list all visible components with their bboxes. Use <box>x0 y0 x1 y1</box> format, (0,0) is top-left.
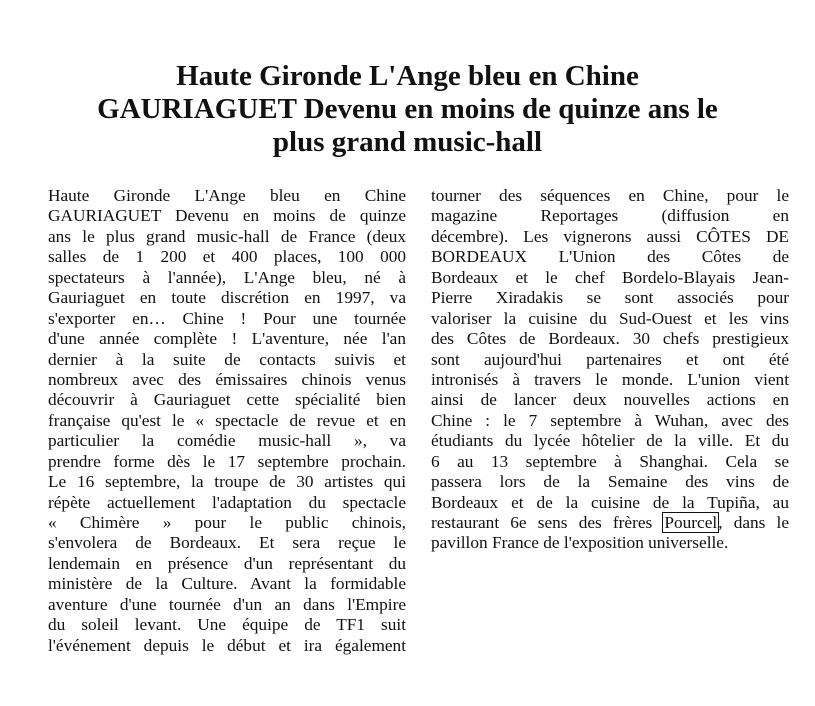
body-line: BORDEAUX L'Union des Côtes de <box>431 247 789 267</box>
body-line: sont aujourd'hui partenaires et ont été <box>431 349 789 369</box>
body-line: lendemain en présence d'un représentant du <box>48 553 406 573</box>
body-line: étudiants du lycée hôtelier de la ville. Et du <box>431 431 789 451</box>
body-line: décembre). Les vignerons aussi CÔTES DE <box>431 226 789 246</box>
body-line: nombreux avec des émissaires chinois venus <box>48 369 406 389</box>
body-line: tourner des séquences en Chine, pour le <box>431 186 789 205</box>
body-line: répète actuellement l'adaptation du spectacle <box>48 492 406 512</box>
body-line: aventure d'une tournée d'un an dans l'Empire <box>48 594 406 614</box>
body-line: prendre forme dès le 17 septembre prochain. <box>48 451 406 471</box>
body-line: d'une année complète ! L'aventure, née l'an <box>48 329 406 349</box>
body-line: s'envolera de Bordeaux. Et sera reçue le <box>48 533 406 553</box>
body-line: ans le plus grand music-hall de France (deux <box>48 226 406 246</box>
body-line: Pierre Xiradakis se sont associés pour <box>431 288 789 308</box>
title-line: GAURIAGUET Devenu en moins de quinze ans le <box>97 93 718 125</box>
right-column <box>431 186 789 554</box>
body-line: du soleil levant. Une équipe de TF1 suit <box>48 615 406 635</box>
body-line: ainsi de lancer deux nouvelles actions en <box>431 390 789 410</box>
body-line: passera lors de la Semaine des vins de <box>431 472 789 492</box>
highlighted-word: Pourcel <box>664 513 718 532</box>
body-line: découvrir à Gauriaguet cette spécialité bien <box>48 390 406 410</box>
body-line: salles de 1 200 et 400 places, 100 000 <box>48 247 406 267</box>
body-line: « Chimère » pour le public chinois, <box>48 513 406 532</box>
body-line: pavillon France de l'exposition universelle. <box>431 533 729 553</box>
body-line: Gauriaguet en toute discrétion en 1997, va <box>48 288 406 308</box>
body-line: Haute Gironde L'Ange bleu en Chine <box>48 186 406 205</box>
body-line: dernier à la suite de contacts suivis et <box>48 349 406 369</box>
body-line: s'exporter en… Chine ! Pour une tournée <box>48 308 406 328</box>
body-line: l'événement depuis le début et ira également <box>48 635 406 655</box>
body-line: française qu'est le « spectacle de revue et en <box>48 410 406 430</box>
body-line: spectateurs à l'année), L'Ange bleu, né à <box>48 267 406 287</box>
body-line: intronisés à travers le monde. L'union vient <box>431 369 789 389</box>
article-title <box>20 60 795 159</box>
body-line: Chine : le 7 septembre à Wuhan, avec des <box>431 410 789 430</box>
body-line: 6 au 13 septembre à Shanghai. Cela se <box>431 451 789 471</box>
body-line: ministère de la Culture. Avant la formidable <box>48 574 406 594</box>
body-line <box>431 513 789 533</box>
body-line: valoriser la cuisine du Sud-Ouest et les vins <box>431 308 789 328</box>
title-line: Haute Gironde L'Ange bleu en Chine <box>176 60 639 92</box>
right-column-lines <box>431 186 789 513</box>
left-column <box>48 186 406 656</box>
body-line: Bordeaux et le chef Bordelo-Blayais Jean- <box>431 267 789 287</box>
text-segment: , dans le <box>718 513 790 532</box>
body-line: Le 16 septembre, la troupe de 30 artistes qui <box>48 472 406 492</box>
title-line: plus grand music-hall <box>272 126 543 158</box>
body-line: Bordeaux et de la cuisine de la Tupiña, au <box>431 492 789 512</box>
body-line: particulier la comédie music-hall », va <box>48 431 406 451</box>
body-line: GAURIAGUET Devenu en moins de quinze <box>48 206 406 226</box>
body-line: des Côtes de Bordeaux. 30 chefs prestigieux <box>431 329 789 349</box>
body-line: magazine Reportages (diffusion en <box>431 206 789 226</box>
text-segment: restaurant 6e sens des frères <box>431 513 664 532</box>
